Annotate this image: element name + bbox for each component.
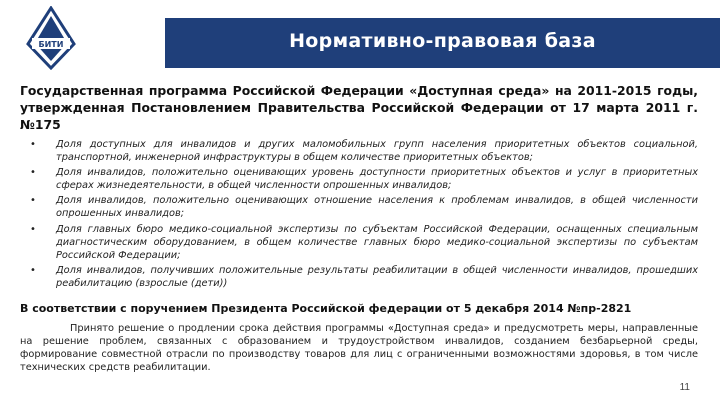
list-item bbox=[26, 264, 698, 290]
list-item bbox=[26, 223, 698, 262]
page-title: Нормативно-правовая база bbox=[289, 30, 596, 52]
institute-logo bbox=[22, 6, 80, 70]
indicator-text: Доля инвалидов, положительно оценивающих уровень доступности приоритетных объектов и услуг в приоритетных сферах жизнедеятельности, в общей численности опрошенных инвалидов; bbox=[56, 167, 698, 192]
decision-paragraph: Принято решение о продлении срока действия программы «Доступная среда» и предусмотреть меры, направленные на решение проблем, связанных с образованием и трудоустройством инвалидов, созданием безбарьерной среды, формирование совместной отрасли по производству товаров для лиц с ограниченными возможностями здоровья, в том числе технических средств реабилитации. bbox=[20, 323, 698, 374]
list-item bbox=[26, 138, 698, 164]
bullet-icon: • bbox=[30, 195, 36, 207]
svg-text:БИТИ: БИТИ bbox=[38, 40, 64, 49]
bullet-icon: • bbox=[30, 139, 36, 150]
list-item bbox=[26, 194, 698, 220]
list-item bbox=[26, 166, 698, 192]
indicator-text: Доля доступных для инвалидов и других маломобильных групп населения приоритетных объектов социальной, транспортной, инженерной инфраструктуры в общем количестве приоритетных объектов; bbox=[56, 139, 698, 164]
document-body bbox=[20, 82, 698, 374]
page-number: 11 bbox=[679, 382, 690, 393]
decree-heading: В соответствии с поручением Президента Российской федерации от 5 декабря 2014 №пр-2821 bbox=[20, 302, 632, 316]
indicator-list bbox=[20, 138, 698, 290]
program-intro: Государственная программа Российской Федерации «Доступная среда» на 2011-2015 годы, утвержденная Постановлением Правительства Российской Федерации от 17 марта 2011 г. №175 bbox=[20, 83, 698, 132]
indicator-text: Доля инвалидов, положительно оценивающих отношение населения к проблемам инвалидов, в общей численности опрошенных инвалидов; bbox=[56, 195, 698, 220]
header-band bbox=[165, 18, 720, 68]
bullet-icon: • bbox=[30, 264, 36, 276]
indicator-text: Доля инвалидов, получивших положительные результаты реабилитации в общей численности инвалидов, прошедших реабилитацию (взрослые (дети)) bbox=[56, 264, 698, 289]
bullet-icon: • bbox=[30, 167, 36, 179]
bullet-icon: • bbox=[30, 223, 36, 235]
indicator-text: Доля главных бюро медико-социальной экспертизы по субъектам Российской Федерации, оснащенных специальным диагностическим оборудованием, в общем количестве главных бюро медико-социальной экспертизы по субъектам Российской Федерации; bbox=[56, 223, 698, 261]
